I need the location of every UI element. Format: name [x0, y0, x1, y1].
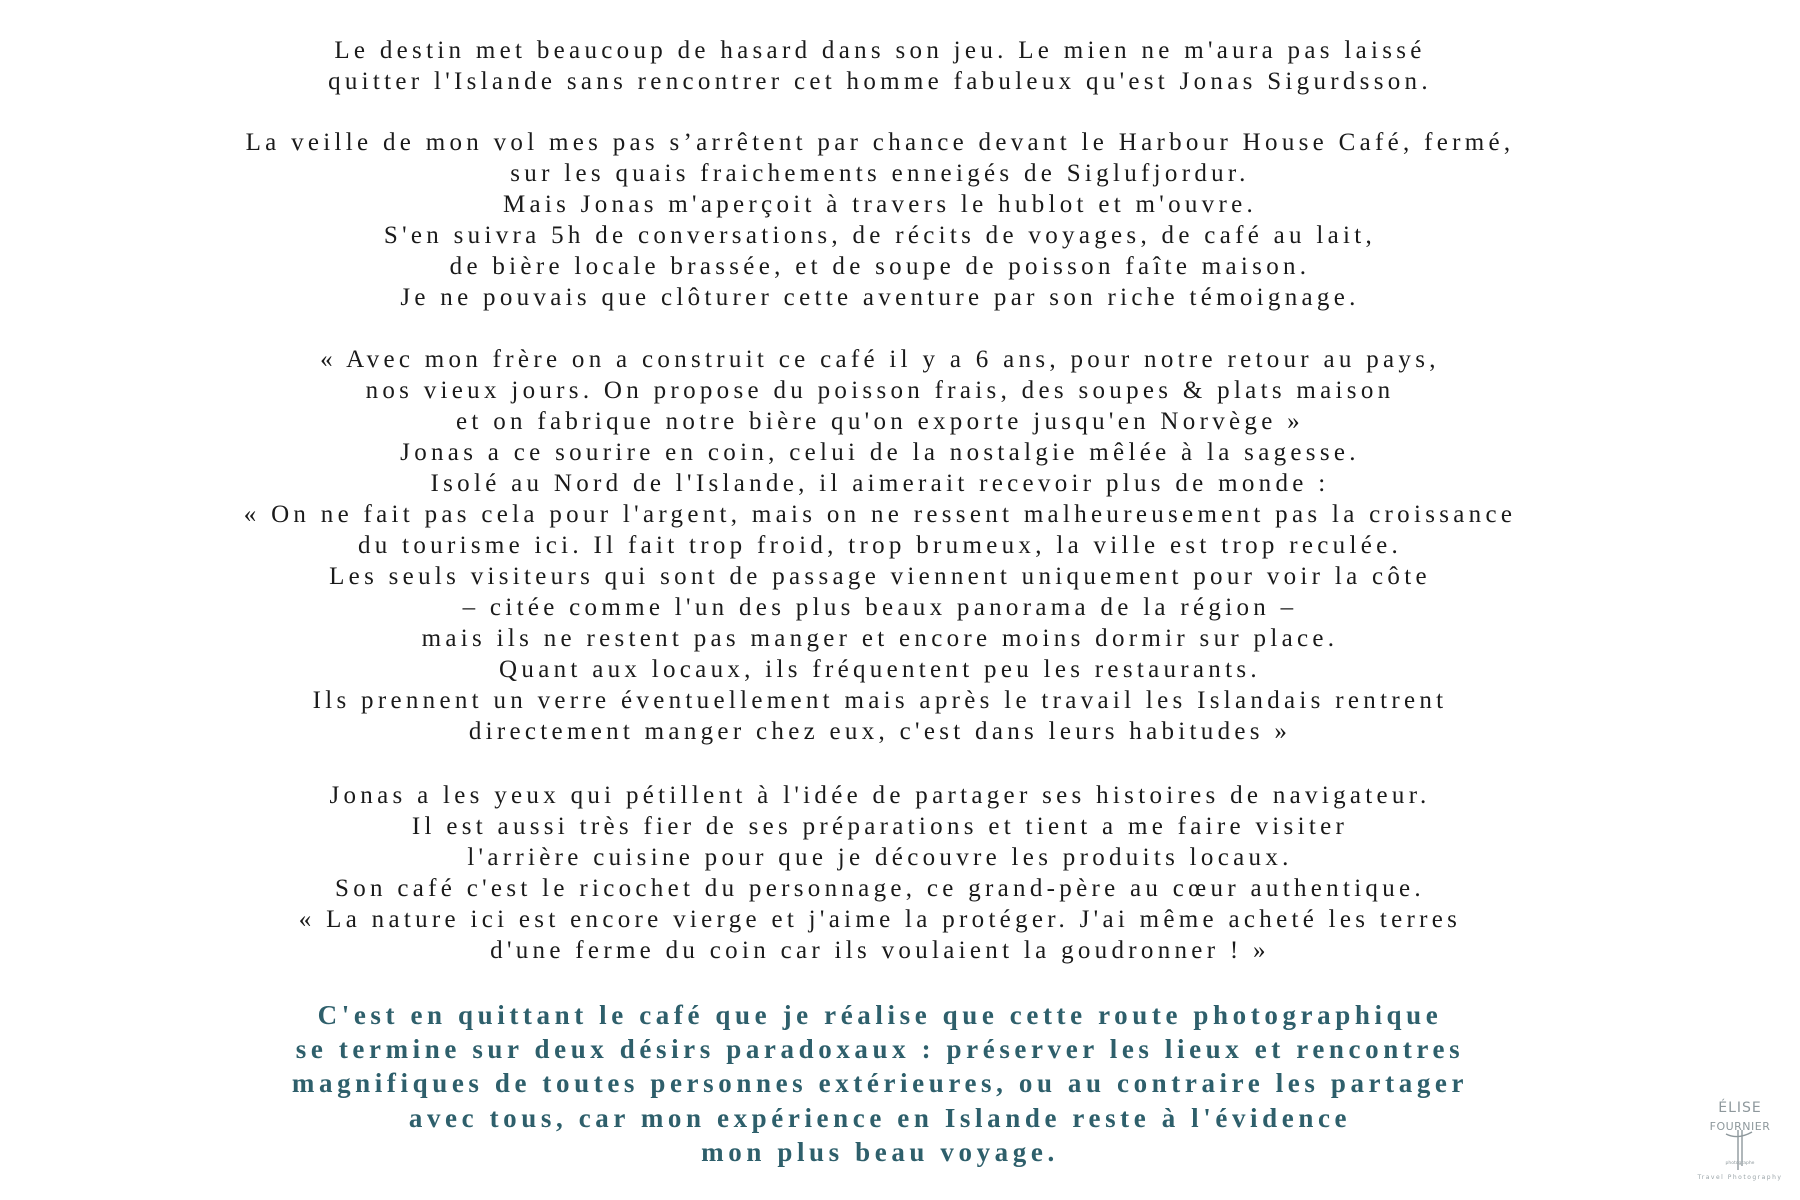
- text-line: du tourisme ici. Il fait trop froid, trop brumeux, la ville est trop reculée.: [357, 532, 1403, 559]
- text-line: Ils prennent un verre éventuellement mais après le travail les Islandais rentrent: [312, 687, 1448, 714]
- text-line: Le destin met beaucoup de hasard dans son jeu. Le mien ne m'aura pas laissé: [334, 37, 1426, 64]
- text-line: mais ils ne restent pas manger et encore moins dormir sur place.: [421, 625, 1339, 652]
- conclusion-line: C'est en quittant le café que je réalise que cette route photographique: [317, 1000, 1443, 1030]
- paragraph-jonas: [0, 780, 1760, 966]
- conclusion: [0, 998, 1760, 1169]
- text-line: et on fabrique notre bière qu'on exporte jusqu'en Norvège »: [456, 408, 1304, 435]
- logo-name-line2: FOURNIER: [1709, 1120, 1771, 1133]
- conclusion-line: magnifiques de toutes personnes extérieures, ou au contraire les partager: [291, 1068, 1469, 1099]
- text-line: – citée comme l'un des plus beaux panorama de la région –: [462, 594, 1298, 621]
- paragraph-testimony: [0, 344, 1760, 747]
- text-line: « Avec mon frère on a construit ce café il y a 6 ans, pour notre retour au pays,: [320, 346, 1440, 373]
- paragraph-intro: [0, 35, 1760, 97]
- text-line: « On ne fait pas cela pour l'argent, mais on ne ressent malheureusement pas la croissance: [243, 501, 1517, 528]
- text-line: directement manger chez eux, c'est dans leurs habitudes »: [468, 718, 1292, 745]
- text-line: « La nature ici est encore vierge et j'aime la protéger. J'ai même acheté les terres: [298, 906, 1462, 933]
- text-line: l'arrière cuisine pour que je découvre les produits locaux.: [467, 844, 1293, 871]
- text-line: quitter l'Islande sans rencontrer cet homme fabuleux qu'est Jonas Sigurdsson.: [328, 68, 1432, 95]
- logo-name-line1: ÉLISE: [1718, 1100, 1762, 1116]
- conclusion-line: mon plus beau voyage.: [701, 1136, 1059, 1167]
- text-line: La veille de mon vol mes pas s’arrêtent par chance devant le Harbour House Café, fermé,: [245, 129, 1515, 156]
- text-line: de bière locale brassée, et de soupe de poisson faîte maison.: [449, 253, 1311, 280]
- paragraph-arrival: [0, 127, 1760, 313]
- text-line: Quant aux locaux, ils fréquentent peu les restaurants.: [499, 656, 1261, 683]
- text-line: Il est aussi très fier de ses préparations et tient a me faire visiter: [411, 813, 1349, 840]
- logo-sub: photographe: [1725, 1161, 1755, 1166]
- logo-caption: Travel Photography: [1697, 1174, 1783, 1181]
- signature-logo-icon: [1690, 1090, 1790, 1174]
- text-line: Jonas a ce sourire en coin, celui de la nostalgie mêlée à la sagesse.: [400, 439, 1360, 466]
- text-line: Je ne pouvais que clôturer cette aventure par son riche témoignage.: [400, 284, 1360, 311]
- text-line: Son café c'est le ricochet du personnage, ce grand-père au cœur authentique.: [335, 875, 1425, 902]
- text-line: Les seuls visiteurs qui sont de passage viennent uniquement pour voir la côte: [329, 563, 1431, 590]
- text-line: nos vieux jours. On propose du poisson frais, des soupes & plats maison: [365, 377, 1395, 404]
- conclusion-line: se termine sur deux désirs paradoxaux : préserver les lieux et rencontres: [295, 1034, 1465, 1065]
- text-line: d'une ferme du coin car ils voulaient la goudronner ! »: [490, 937, 1270, 964]
- text-line: Isolé au Nord de l'Islande, il aimerait recevoir plus de monde :: [430, 470, 1330, 497]
- conclusion-line: avec tous, car mon expérience en Islande reste à l'évidence: [408, 1102, 1352, 1133]
- text-line: S'en suivra 5h de conversations, de récits de voyages, de café au lait,: [383, 222, 1377, 249]
- text-line: Mais Jonas m'aperçoit à travers le hublot et m'ouvre.: [502, 191, 1258, 218]
- photographer-logo: [1690, 1090, 1790, 1200]
- text-line: Jonas a les yeux qui pétillent à l'idée de partager ses histoires de navigateur.: [329, 782, 1431, 809]
- text-line: sur les quais fraichements enneigés de Siglufjordur.: [510, 160, 1250, 187]
